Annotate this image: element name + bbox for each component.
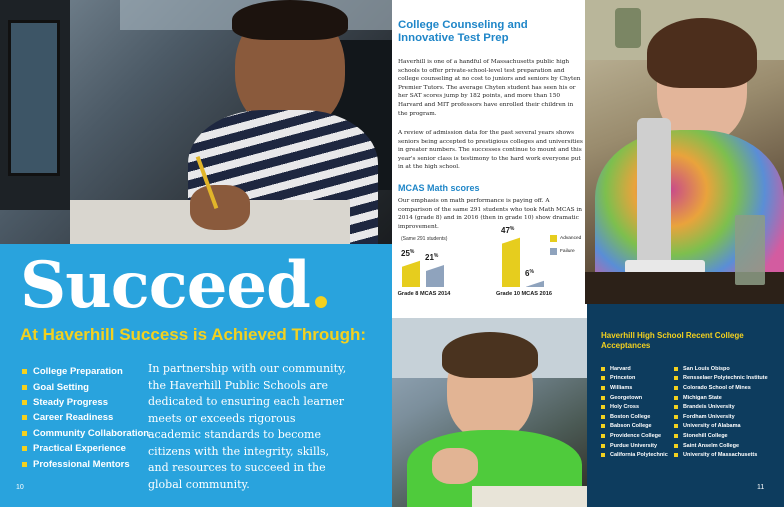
- bullet-square-icon: [601, 396, 605, 400]
- page-number-right: 11: [757, 484, 765, 491]
- bullet-square-icon: [22, 462, 27, 467]
- bar-advanced-0: [402, 261, 420, 287]
- mcas-paragraph: Our emphasis on math performance is paying off. A comparison of the same 291 students who took Math MCAS in 2014 (grade 8) and in 2016 (then in grade 10) show dramatic improvement.: [398, 198, 582, 230]
- bullet-square-icon: [674, 405, 678, 409]
- college-item: Harvard: [601, 364, 668, 374]
- college-item: University of Alabama: [674, 422, 768, 432]
- college-item: Williams: [601, 383, 668, 393]
- bar-advanced-1: [502, 238, 520, 287]
- college-item: Saint Anselm College: [674, 441, 768, 451]
- college-item: Fordham University: [674, 412, 768, 422]
- college-item: Michigan State: [674, 393, 768, 403]
- legend-label: Advanced: [560, 236, 582, 241]
- bullet-square-icon: [674, 396, 678, 400]
- bullet-square-icon: [22, 431, 27, 436]
- bullet-square-icon: [674, 453, 678, 457]
- college-item: California Polytechnic: [601, 450, 668, 460]
- college-item: San Louis Obispo: [674, 364, 768, 374]
- college-item: Holy Cross: [601, 402, 668, 412]
- bullet-item: Goal Setting: [22, 379, 149, 394]
- bar-value-label: 21%: [425, 252, 439, 262]
- bullet-square-icon: [601, 376, 605, 380]
- bar-value-label: 6%: [525, 268, 534, 278]
- mcas-heading: MCAS Math scores: [398, 183, 480, 193]
- bullet-square-icon: [601, 405, 605, 409]
- counseling-paragraph-1: Haverhill is one of a handful of Massachusetts public high schools to offer private-school-level test preparation and college counseling at no cost to juniors and seniors by Chyten Premier Tutors. The average Chyten student has seen his or her SAT scores jump by 182 points, and more than 150 Harvard and MIT professors have enrolled their children in the program.: [398, 59, 581, 117]
- college-item: Rensselaer Polytechnic Institute: [674, 374, 768, 384]
- bullet-square-icon: [22, 415, 27, 420]
- college-item: Boston College: [601, 412, 668, 422]
- legend-swatch: [550, 235, 557, 242]
- bullet-square-icon: [601, 367, 605, 371]
- bullet-square-icon: [674, 367, 678, 371]
- bullet-square-icon: [674, 415, 678, 419]
- bullet-square-icon: [674, 386, 678, 390]
- mcas-chart: [398, 225, 584, 317]
- bar-group-label: Grade 10 MCAS 2016: [496, 291, 552, 297]
- college-item: Babson College: [601, 422, 668, 432]
- bullet-square-icon: [601, 444, 605, 448]
- bullet-item: Steady Progress: [22, 395, 149, 410]
- bar-failure-0: [426, 265, 444, 287]
- bullet-item: Professional Mentors: [22, 456, 149, 471]
- college-item: Providence College: [601, 431, 668, 441]
- bullet-square-icon: [601, 453, 605, 457]
- counseling-heading: College Counseling and Innovative Test Prep: [398, 19, 528, 44]
- college-list-col1: [601, 364, 668, 460]
- bullet-square-icon: [674, 376, 678, 380]
- bullet-square-icon: [601, 434, 605, 438]
- bullet-square-icon: [22, 400, 27, 405]
- page-number-left: 10: [16, 484, 24, 491]
- bullet-square-icon: [601, 415, 605, 419]
- college-item: Stonehill College: [674, 431, 768, 441]
- mission-statement: In partnership with our community, the Haverhill Public Schools are dedicated to ensuring each learner meets or exceeds rigorous academic standards to become citizens with the integrity, skills, and resources to succeed in the global community.: [148, 362, 347, 491]
- bullet-square-icon: [22, 385, 27, 390]
- bar-value-label: 47%: [501, 225, 515, 235]
- succeed-title: Succeed.: [20, 248, 332, 323]
- bullet-square-icon: [674, 434, 678, 438]
- bar-group-label: Grade 8 MCAS 2014: [397, 291, 451, 297]
- chart-note: (Same 291 students): [401, 236, 448, 242]
- college-item: Colorado School of Mines: [674, 383, 768, 393]
- bullet-item: College Preparation: [22, 364, 149, 379]
- photo-student-writing: [0, 0, 392, 244]
- bullet-item: Career Readiness: [22, 410, 149, 425]
- college-item: University of Massachusetts: [674, 450, 768, 460]
- college-item: Purdue University: [601, 441, 668, 451]
- bullet-item: Practical Experience: [22, 441, 149, 456]
- college-item: Princeton: [601, 374, 668, 384]
- bullet-square-icon: [674, 444, 678, 448]
- bullet-square-icon: [22, 446, 27, 451]
- success-subhead: At Haverhill Success is Achieved Through:: [20, 325, 367, 344]
- photo-student-smiling: [392, 318, 587, 507]
- legend-label: Failure: [560, 249, 575, 254]
- bullet-square-icon: [22, 369, 27, 374]
- college-list-col2: [674, 364, 768, 460]
- counseling-paragraph-2: A review of admission data for the past several years shows seniors being accepted to prestigious colleges and universities in greater numbers. The successes continue to mount and this year's senior class is testimony to the hard work everyone put in at the high school.: [398, 130, 583, 171]
- college-item: Georgetown: [601, 393, 668, 403]
- bar-failure-1: [526, 281, 544, 287]
- bullet-square-icon: [601, 424, 605, 428]
- photo-student-microscope: [585, 0, 784, 304]
- bullet-item: Community Collaboration: [22, 426, 149, 441]
- bullet-square-icon: [601, 386, 605, 390]
- college-item: Brandeis University: [674, 402, 768, 412]
- bar-value-label: 25%: [401, 248, 415, 258]
- success-bullet-list: [22, 364, 149, 472]
- colleges-heading: Haverhill High School Recent College Acceptances: [601, 331, 744, 350]
- bullet-square-icon: [674, 424, 678, 428]
- legend-swatch: [550, 248, 557, 255]
